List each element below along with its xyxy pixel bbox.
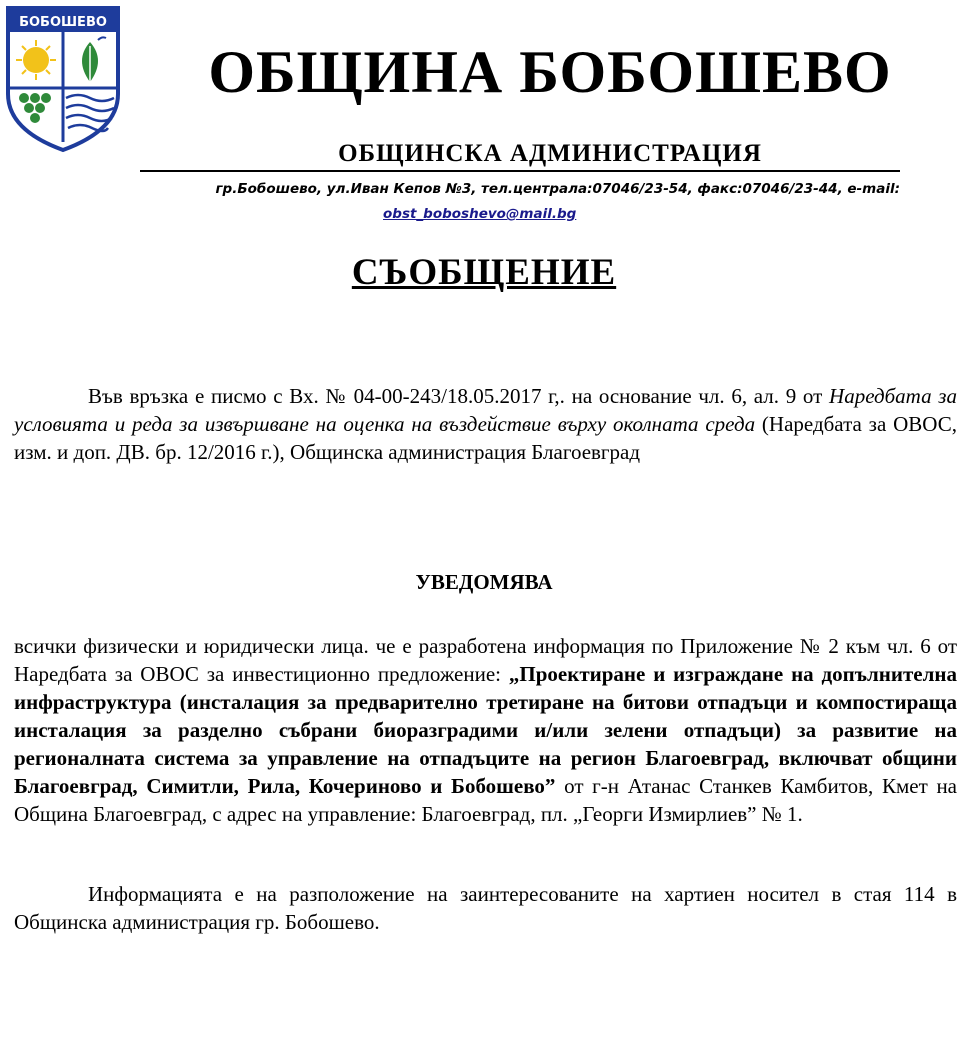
- sun-icon: [16, 40, 56, 80]
- administration-title: ОБЩИНСКА АДМИНИСТРАЦИЯ: [338, 140, 762, 167]
- main-text-end: от г-н Атанас Станкев Камбитов, Кмет на Община Благоевград, с адрес на управление: Благоевград, пл. „Георги Измирлиев” № 1.: [14, 774, 957, 826]
- municipal-crest: [2, 2, 124, 154]
- paragraph-intro: [14, 382, 957, 466]
- header-divider: [140, 170, 900, 172]
- paragraph-availability: [14, 880, 957, 936]
- intro-text: Във връзка е писмо с Вх. № 04-00-243/18.05.2017 г,. на основание чл. 6, ал. 9 от: [88, 384, 830, 408]
- paragraph-main: [14, 632, 957, 828]
- email-link[interactable]: obst_boboshevo@mail.bg: [383, 206, 577, 222]
- project-title: „Проектиране и изграждане на допълнителна инфраструктура (инсталация за предварително третиране на битови отпадъци и компостираща инсталация за разделно събрани биоразградими и/или зелени отпадъци) за развитие на регионалната система за управление на отпадъците на регион Благоевград, включват общини Благоевград, Симитли, Рила, Кочериново и Бобошево”: [14, 662, 957, 798]
- intro-text-end: (Наредбата за ОВОС, изм. и доп. ДВ. бр. 12/2016 г.), Общинска администрация Благоевград: [14, 412, 957, 464]
- notify-heading: УВЕДОМЯВА: [415, 570, 553, 594]
- availability-text: Информацията е на разположение на заинтересованите на хартиен носител в стая 114 в Общинска администрация гр. Бобошево.: [14, 882, 957, 934]
- main-text: всички физически и юридически лица. че е разработена информация по Приложение № 2 към чл. 6 от Наредбата за ОВОС за инвестиционно предложение:: [14, 634, 957, 686]
- regulation-title: Наредбата за условията и реда за извършване на оценка на въздействие върху околната среда: [14, 384, 957, 436]
- document-title: СЪОБЩЕНИЕ: [351, 252, 617, 293]
- municipality-title: ОБЩИНА БОБОШЕВО: [208, 39, 892, 105]
- crest-label: БОБОШЕВО: [19, 15, 107, 30]
- contact-address: гр.Бобошево, ул.Иван Кепов №3, тел.централа:07046/23-54, факс:07046/23-44, e-mail:: [215, 181, 900, 197]
